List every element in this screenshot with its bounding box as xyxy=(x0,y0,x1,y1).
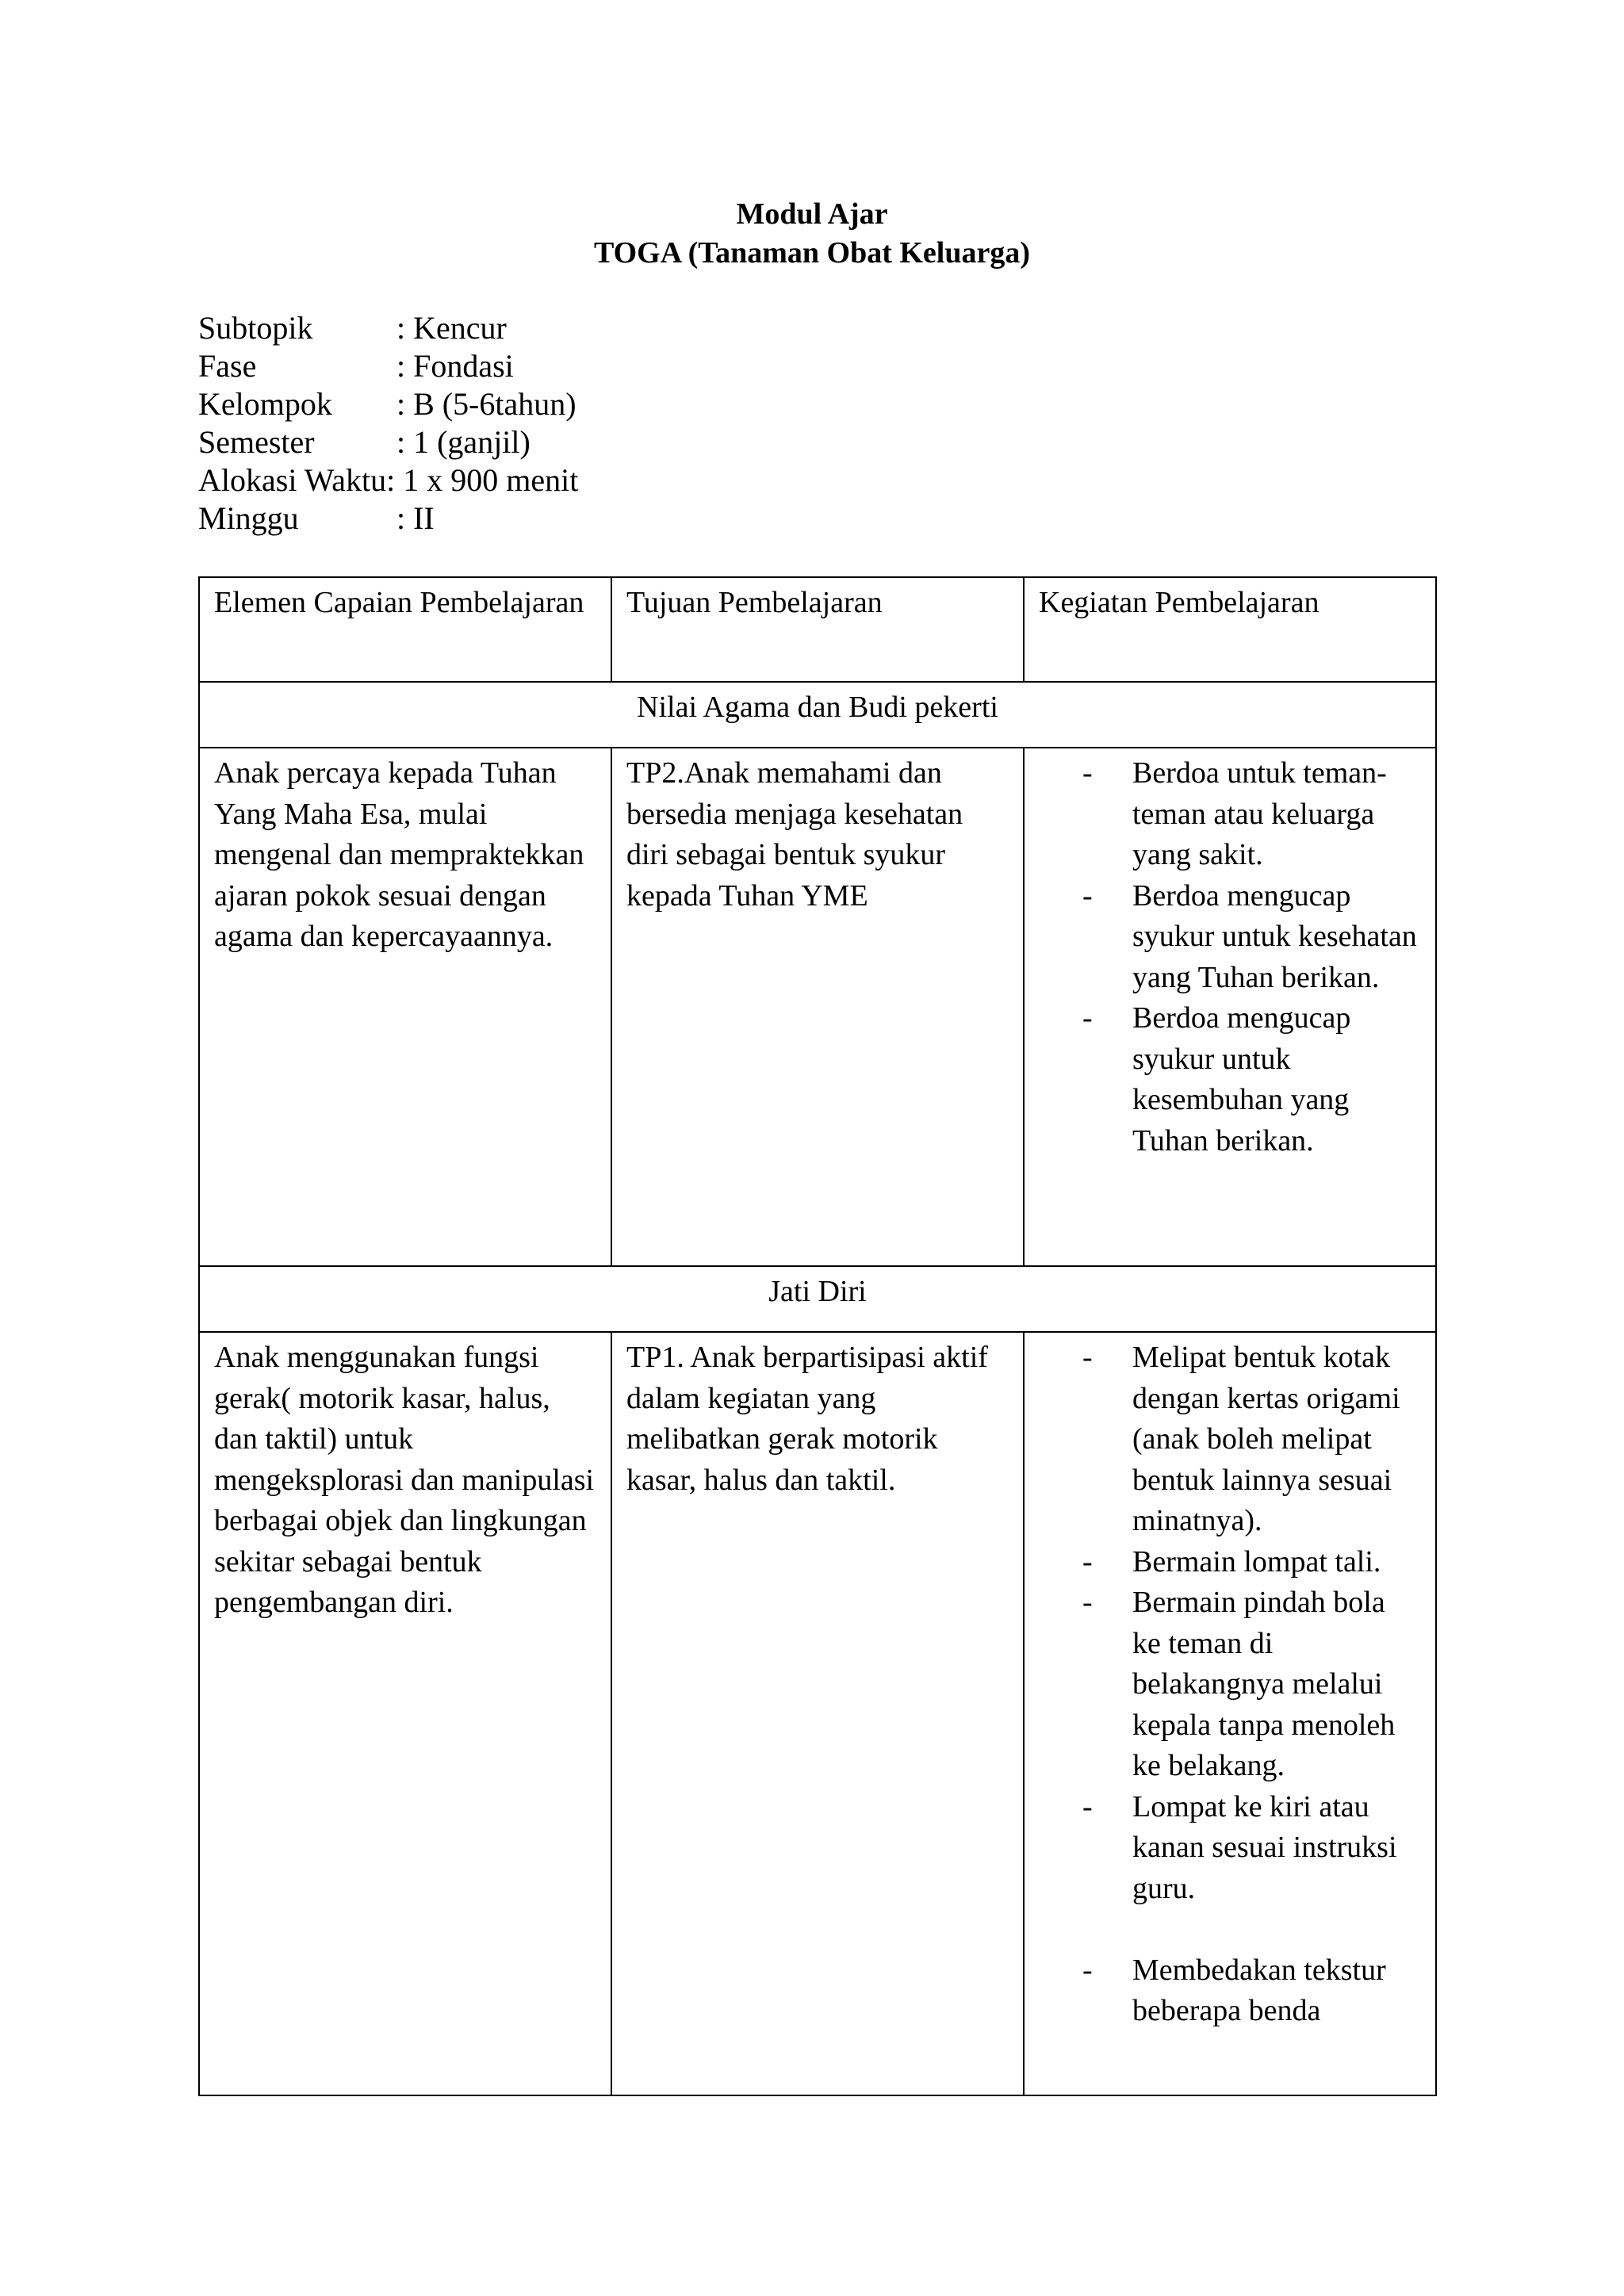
meta-label: Kelompok xyxy=(198,386,332,422)
activity-text: Berdoa mengucap syukur untuk kesehatan yang Tuhan berikan. xyxy=(1132,878,1417,994)
meta-label: Minggu xyxy=(198,500,299,536)
section-title: Jati Diri xyxy=(199,1266,1436,1332)
header-tujuan: Tujuan Pembelajaran xyxy=(611,577,1024,682)
list-item: - Lompat ke kiri atau kanan sesuai instruksi guru. xyxy=(1082,1789,1397,1905)
header-kegiatan: Kegiatan Pembelajaran xyxy=(1024,577,1436,682)
activity-text: Melipat bentuk kotak dengan kertas origami (anak boleh melipat bentuk lainnya sesuai minatnya). xyxy=(1132,1341,1400,1537)
section-row xyxy=(199,1266,1436,1332)
activity-text: Membedakan tekstur beberapa benda xyxy=(1132,1953,1386,2027)
meta-label: Alokasi Waktu xyxy=(198,462,387,498)
list-item: - Bermain pindah bola ke teman di belakangnya melalui kepala tanpa menoleh ke belakang. xyxy=(1082,1586,1396,1782)
tujuan-cell: TP2.Anak memahami dan bersedia menjaga kesehatan diri sebagai bentuk syukur kepada Tuhan YME xyxy=(611,748,1024,1266)
meta-value: : II xyxy=(396,500,435,536)
list-item: - Berdoa untuk teman-teman atau keluarga yang sakit. xyxy=(1082,756,1387,871)
table-row xyxy=(199,748,1436,1266)
table-row xyxy=(199,1332,1436,2095)
title-line-2: TOGA (Tanaman Obat Keluarga) xyxy=(593,236,1031,270)
document-title xyxy=(0,195,1624,273)
learning-plan-table xyxy=(198,576,1437,2096)
meta-value: : 1 (ganjil) xyxy=(396,424,530,460)
meta-row-alokasi-waktu xyxy=(198,461,578,499)
activity-list xyxy=(1039,1337,1421,2032)
meta-label: Subtopik xyxy=(198,310,313,346)
meta-row-minggu xyxy=(198,499,578,538)
meta-value: : Fondasi xyxy=(396,348,514,384)
meta-value: : B (5-6tahun) xyxy=(396,386,576,422)
meta-row-fase xyxy=(198,347,578,385)
tujuan-cell: TP1. Anak berpartisipasi aktif dalam kegiatan yang melibatkan gerak motorik kasar, halus dan taktil. xyxy=(611,1332,1024,2095)
activity-text: Bermain lompat tali. xyxy=(1132,1544,1381,1578)
list-item: - Bermain lompat tali. xyxy=(1082,1544,1381,1578)
meta-value: : 1 x 900 menit xyxy=(386,462,579,498)
table-header-row xyxy=(199,577,1436,682)
module-info xyxy=(198,309,578,538)
elemen-cell: Anak percaya kepada Tuhan Yang Maha Esa, mulai mengenal dan mempraktekkan ajaran pokok sesuai dengan agama dan kepercayaannya. xyxy=(199,748,611,1266)
meta-label: Fase xyxy=(198,348,257,384)
activity-text: Berdoa untuk teman-teman atau keluarga yang sakit. xyxy=(1132,756,1387,871)
list-item: - Membedakan tekstur beberapa benda xyxy=(1082,1953,1386,2027)
header-elemen: Elemen Capaian Pembelajaran xyxy=(199,577,611,682)
elemen-cell: Anak menggunakan fungsi gerak( motorik kasar, halus, dan taktil) untuk mengeksplorasi dan manipulasi berbagai objek dan lingkungan sekitar sebagai bentuk pengembangan diri. xyxy=(199,1332,611,2095)
list-item: - Berdoa mengucap syukur untuk kesembuhan yang Tuhan berikan. xyxy=(1082,1001,1351,1158)
meta-label: Semester xyxy=(198,424,315,460)
meta-row-subtopik xyxy=(198,309,578,347)
activity-list xyxy=(1039,753,1421,1161)
kegiatan-cell xyxy=(1024,748,1436,1266)
kegiatan-cell xyxy=(1024,1332,1436,2095)
list-item: - Berdoa mengucap syukur untuk kesehatan yang Tuhan berikan. xyxy=(1082,878,1417,994)
section-title: Nilai Agama dan Budi pekerti xyxy=(199,682,1436,748)
list-item: - Melipat bentuk kotak dengan kertas origami (anak boleh melipat bentuk lainnya sesuai minatnya). xyxy=(1082,1341,1400,1537)
section-row xyxy=(199,682,1436,748)
activity-text: Lompat ke kiri atau kanan sesuai instruksi guru. xyxy=(1132,1789,1397,1905)
meta-value: : Kencur xyxy=(396,310,507,346)
activity-text: Berdoa mengucap syukur untuk kesembuhan yang Tuhan berikan. xyxy=(1132,1001,1351,1158)
title-line-1: Modul Ajar xyxy=(736,197,888,231)
activity-text: Bermain pindah bola ke teman di belakangnya melalui kepala tanpa menoleh ke belakang. xyxy=(1132,1586,1396,1782)
meta-row-semester xyxy=(198,423,578,461)
meta-row-kelompok xyxy=(198,385,578,423)
